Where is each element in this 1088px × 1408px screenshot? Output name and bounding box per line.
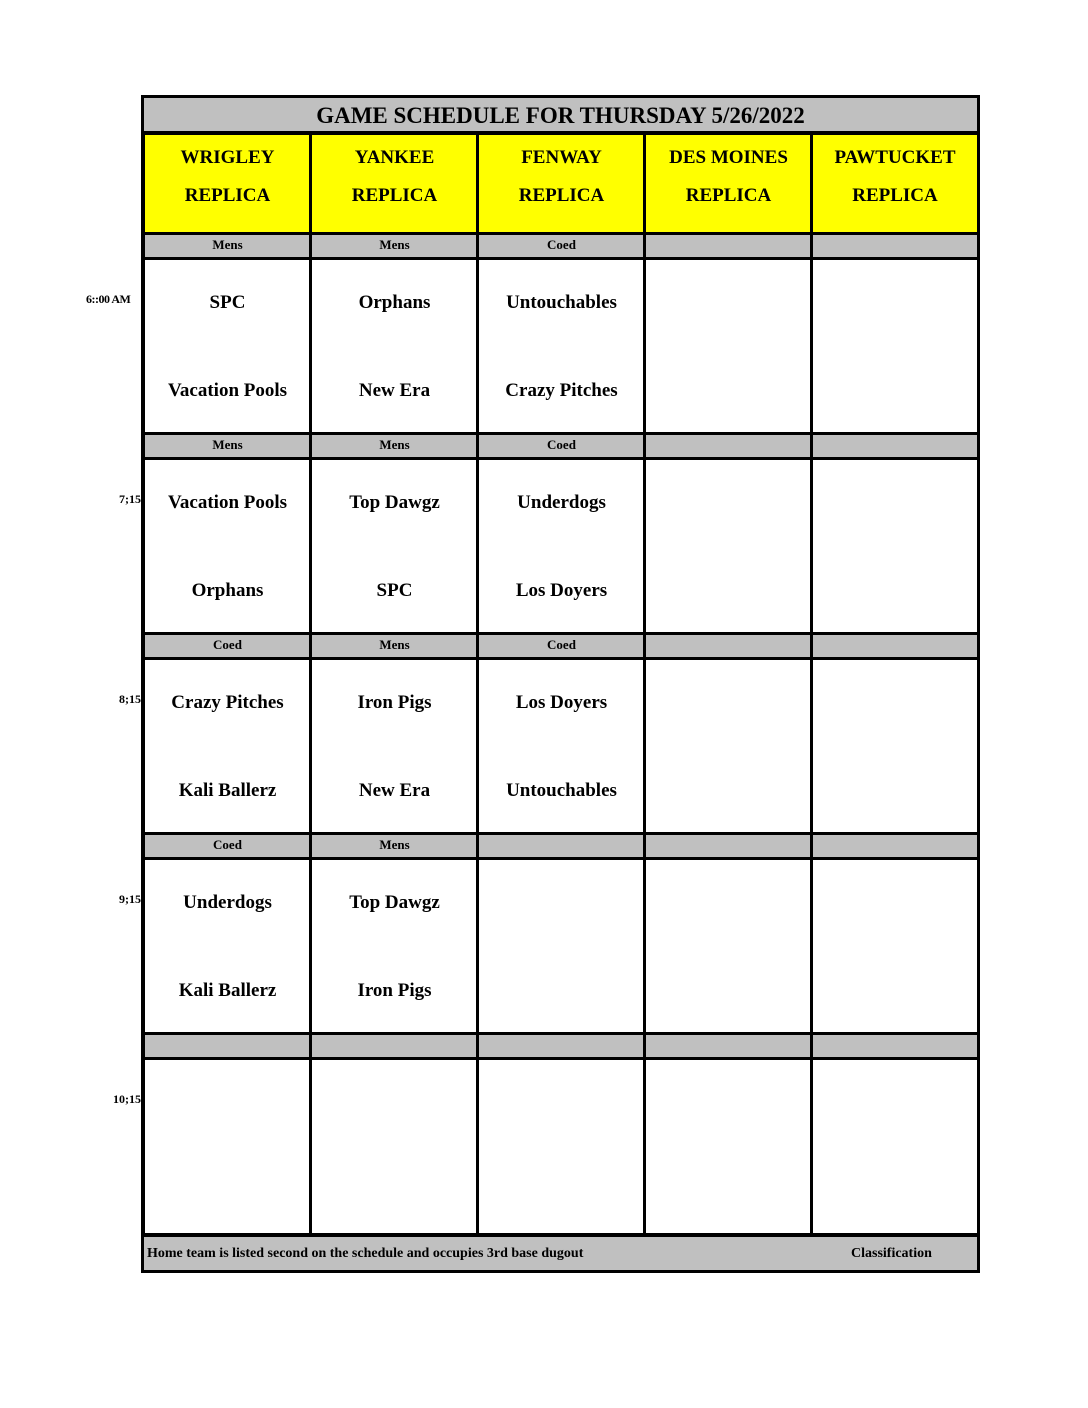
game-cell [311, 459, 478, 634]
game-cell [478, 659, 645, 834]
game-cell [478, 859, 645, 1034]
game-cell [311, 859, 478, 1034]
away-team: Underdogs [183, 892, 272, 913]
game-cell [478, 459, 645, 634]
field-subtitle: REPLICA [351, 185, 438, 206]
home-team: Vacation Pools [167, 380, 288, 401]
field-name: FENWAY [521, 147, 602, 168]
away-team: Iron Pigs [357, 692, 432, 713]
field-subtitle: REPLICA [852, 185, 938, 206]
home-team: New Era [358, 380, 431, 401]
field-name: PAWTUCKET [834, 147, 956, 168]
game-cell [144, 659, 311, 834]
home-team: Kali Ballerz [178, 980, 277, 1001]
classification-cell: Mens [311, 634, 478, 659]
game-cell [645, 1059, 812, 1234]
home-team: Orphans [191, 580, 264, 601]
game-cell [812, 1059, 978, 1234]
classification-cell: Mens [311, 434, 478, 459]
classification-cell [645, 434, 812, 459]
away-team: Top Dawgz [349, 492, 440, 513]
time-slot-label: 8;15 [119, 692, 141, 706]
home-team: Los Doyers [515, 580, 608, 601]
classification-label: Classification [851, 1246, 932, 1261]
game-cell [144, 259, 311, 434]
classification-cell [812, 234, 978, 259]
schedule-footer [144, 1234, 977, 1270]
classification-cell: Mens [311, 834, 478, 859]
home-team: Crazy Pitches [505, 380, 618, 401]
classification-cell [478, 1034, 645, 1059]
game-cell [144, 859, 311, 1034]
game-cell [645, 259, 812, 434]
field-subtitle: REPLICA [685, 185, 772, 206]
game-cell [812, 259, 978, 434]
game-cell [645, 659, 812, 834]
field-header [311, 134, 478, 234]
classification-cell: Mens [144, 434, 311, 459]
classification-cell: Coed [478, 634, 645, 659]
game-cell [812, 459, 978, 634]
classification-cell [812, 1034, 978, 1059]
field-subtitle: REPLICA [184, 185, 271, 206]
time-slot-label: 9;15 [119, 892, 141, 906]
home-team: SPC [376, 580, 413, 601]
game-cell [144, 459, 311, 634]
away-team: SPC [209, 292, 246, 313]
schedule-table [141, 95, 980, 1273]
schedule-title: GAME SCHEDULE FOR THURSDAY 5/26/2022 [144, 98, 977, 134]
away-team: Top Dawgz [349, 892, 440, 913]
classification-cell: Coed [478, 234, 645, 259]
field-name: WRIGLEY [180, 147, 275, 168]
home-team: Untouchables [506, 780, 617, 801]
game-cell [478, 259, 645, 434]
field-subtitle: REPLICA [518, 185, 605, 206]
classification-cell [645, 1034, 812, 1059]
home-team: Kali Ballerz [178, 780, 277, 801]
classification-cell: Mens [144, 234, 311, 259]
time-slot-label: 7;15 [119, 492, 141, 506]
game-cell [645, 459, 812, 634]
field-name: YANKEE [354, 147, 435, 168]
classification-cell [144, 1034, 311, 1059]
game-cell [311, 659, 478, 834]
classification-cell: Coed [144, 834, 311, 859]
field-header [478, 134, 645, 234]
game-cell [645, 859, 812, 1034]
away-team: Crazy Pitches [171, 692, 284, 713]
classification-cell [645, 634, 812, 659]
classification-cell: Coed [478, 434, 645, 459]
time-slot-label: 10;15 [113, 1092, 141, 1106]
field-name: DES MOINES [669, 147, 788, 168]
home-team: New Era [358, 780, 431, 801]
game-cell [311, 259, 478, 434]
game-cell [812, 859, 978, 1034]
away-team: Underdogs [517, 492, 606, 513]
game-cell [144, 1059, 311, 1234]
classification-cell [812, 834, 978, 859]
time-slot-label: 6::00 AM [86, 292, 131, 306]
classification-cell [478, 834, 645, 859]
field-header [645, 134, 812, 234]
classification-cell [812, 634, 978, 659]
classification-cell [311, 1034, 478, 1059]
away-team: Vacation Pools [167, 492, 288, 513]
home-team: Iron Pigs [357, 980, 432, 1001]
classification-cell [812, 434, 978, 459]
field-header [144, 134, 311, 234]
away-team: Untouchables [506, 292, 617, 313]
game-cell [311, 1059, 478, 1234]
field-header [812, 134, 978, 234]
game-cell [812, 659, 978, 834]
away-team: Los Doyers [515, 692, 608, 713]
home-team-note: Home team is listed second on the schedule and occupies 3rd base dugout [147, 1246, 584, 1261]
classification-cell [645, 834, 812, 859]
classification-cell [645, 234, 812, 259]
game-cell [478, 1059, 645, 1234]
classification-cell: Coed [144, 634, 311, 659]
classification-cell: Mens [311, 234, 478, 259]
away-team: Orphans [358, 292, 431, 313]
